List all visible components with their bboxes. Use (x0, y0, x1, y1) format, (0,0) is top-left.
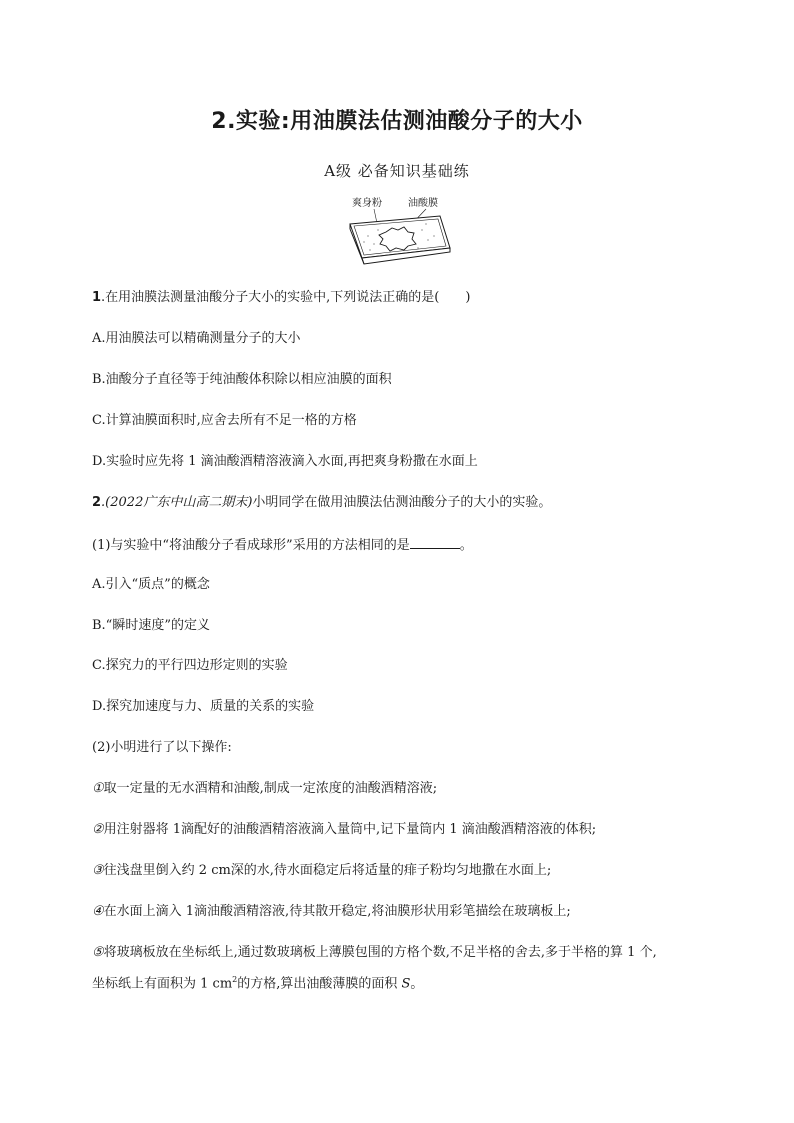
step-3-text: 往浅盘里倒入约 2 cm深的水,待水面稳定后将适量的痱子粉均匀地撒在水面上; (103, 863, 552, 878)
q2-source: .(2022广东中山高二期末) (101, 495, 253, 510)
step-5-cont-a: 坐标纸上有面积为 1 cm (92, 976, 233, 992)
step-5-variable: S (401, 976, 411, 992)
step-5 (92, 943, 732, 963)
answer-blank (410, 534, 460, 549)
q2-option-c: C.探究力的平行四边形定则的实验 (92, 658, 288, 673)
step-5-mark: ⑤ (92, 945, 104, 960)
step-1-text: 取一定量的无水酒精和油酸,制成一定浓度的油酸酒精溶液; (103, 781, 438, 796)
q1-option-b: B.油酸分子直径等于纯油酸体积除以相应油膜的面积 (92, 372, 392, 387)
step-2 (92, 820, 732, 840)
q2-option-b: B.“瞬时速度”的定义 (92, 618, 210, 633)
q2-option-a: A.引入“质点”的概念 (92, 577, 210, 592)
page-title: 2.实验:用油膜法估测油酸分子的大小 (211, 109, 583, 134)
q2-stem-text: 小明同学在做用油膜法估测油酸分子的大小的实验。 (252, 495, 552, 510)
label-powder: 爽身粉 (352, 198, 382, 209)
q2-number: 2 (92, 495, 102, 510)
q1-option-a: A.用油膜法可以精确测量分子的大小 (92, 331, 301, 346)
step-2-text: 用注射器将 1滴配好的油酸酒精溶液滴入量筒中,记下量筒内 1 滴油酸酒精溶液的体积; (103, 822, 597, 837)
step-5-cont-b: 的方格,算出油酸薄膜的面积 (237, 976, 402, 992)
step-5-end: 。 (410, 976, 424, 992)
step-1-mark: ① (92, 781, 104, 796)
section-heading: A级 必备知识基础练 (324, 162, 470, 180)
label-oil-film: 油酸膜 (408, 198, 438, 209)
q2-sub2-stem: (2)小明进行了以下操作: (92, 740, 232, 755)
step-1 (92, 779, 732, 799)
step-4-text: 在水面上滴入 1滴油酸酒精溶液,待其散开稳定,将油膜形状用彩笔描绘在玻璃板上; (103, 904, 571, 919)
tray-figure (338, 192, 456, 274)
step-4-mark: ④ (92, 904, 104, 919)
q2-stem (92, 493, 732, 513)
q1-stem-text: .在用油膜法测量油酸分子大小的实验中,下列说法正确的是( (101, 290, 440, 305)
q1-stem-end: ) (465, 290, 471, 305)
q1-stem (92, 288, 732, 308)
step-5-continued (92, 970, 732, 994)
q1-number: 1 (92, 290, 102, 305)
q1-option-c: C.计算油膜面积时,应舍去所有不足一格的方格 (92, 413, 357, 428)
step-5-superscript: 2 (232, 975, 238, 984)
q2-sub1-stem (92, 534, 732, 556)
step-2-mark: ② (92, 822, 104, 837)
q2-sub1-stem-text: (1)与实验中“将油酸分子看成球形”采用的方法相同的是 (92, 538, 410, 553)
q2-option-d: D.探究加速度与力、质量的关系的实验 (92, 699, 315, 714)
step-5-text: 将玻璃板放在坐标纸上,通过数玻璃板上薄膜包围的方格个数,不足半格的舍去,多于半格的算 1 个, (103, 945, 657, 960)
step-3 (92, 861, 732, 881)
q2-sub1-stem-end: 。 (459, 538, 473, 553)
step-3-mark: ③ (92, 863, 104, 878)
step-4 (92, 902, 732, 922)
q1-option-d: D.实验时应先将 1 滴油酸酒精溶液滴入水面,再把爽身粉撒在水面上 (92, 454, 478, 469)
